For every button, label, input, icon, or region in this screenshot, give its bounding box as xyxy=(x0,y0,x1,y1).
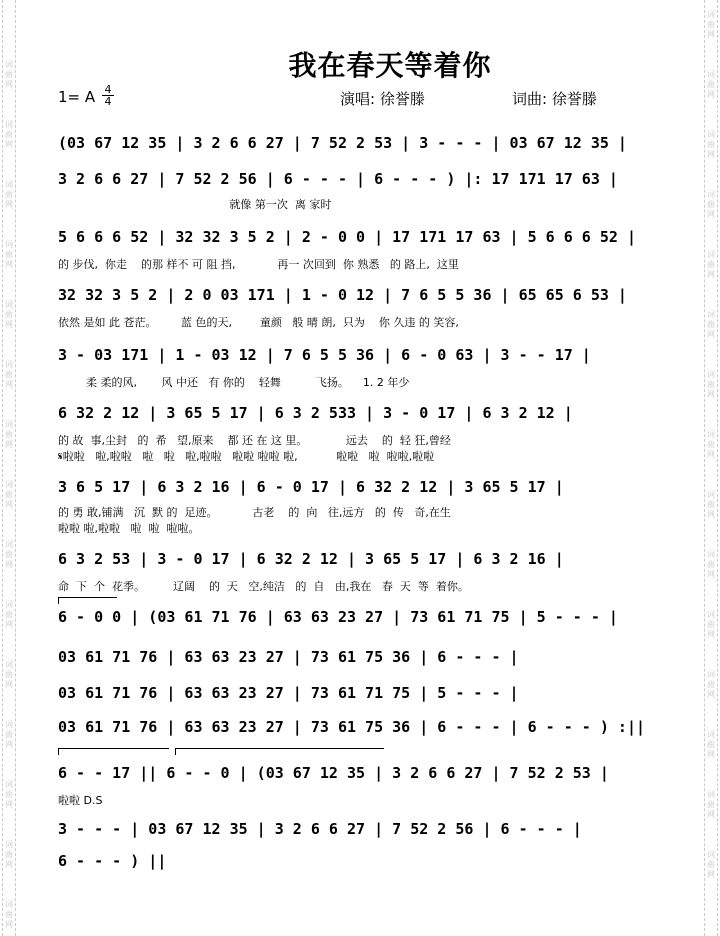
right-watermark-strip xyxy=(704,0,718,936)
watermark-text: 词曲网 xyxy=(707,730,715,759)
watermark-text: 词曲网 xyxy=(5,900,13,929)
lyric-line: 的 故 事,尘封 的 希 望,原来 都 还 在 这 里。 远去 的 轻 狂,曾经 xyxy=(58,434,451,447)
score-line: 3 - - - | 03 67 12 35 | 3 2 6 6 27 | 7 52 2 56 | 6 - - - | xyxy=(58,820,582,838)
watermark-text: 词曲网 xyxy=(707,670,715,699)
score-line: 6 3 2 53 | 3 - 0 17 | 6 32 2 12 | 3 65 5 17 | 6 3 2 16 | xyxy=(58,550,564,568)
score-line: 6 32 2 12 | 3 65 5 17 | 6 3 2 533 | 3 - 0 17 | 6 3 2 12 | xyxy=(58,404,573,422)
watermark-text: 词曲网 xyxy=(707,130,715,159)
score-line: 3 - 03 171 | 1 - 03 12 | 7 6 5 5 36 | 6 - 0 63 | 3 - - 17 | xyxy=(58,346,591,364)
left-watermark-strip xyxy=(2,0,16,936)
lyric-line: 依然 是如 此 苍茫。 蓝 色的天, 童颜 般 晴 朗, 只为 你 久违 的 笑容, xyxy=(58,316,459,329)
key-signature: 1= A xyxy=(58,88,96,106)
time-signature-bottom: 4 xyxy=(104,95,112,108)
watermark-text: 词曲网 xyxy=(5,780,13,809)
lyric-line: 的 步伐, 你走 的那 样不 可 阻 挡, 再一 次回到 你 熟悉 的 路上, 这里 xyxy=(58,258,459,271)
singer-credit: 演唱: 徐誉滕 xyxy=(340,90,425,108)
lyric-line: 柔 柔的风, 风 中还 有 你的 轻舞 飞扬。 1. 2 年少 xyxy=(58,376,410,389)
watermark-text: 词曲网 xyxy=(707,10,715,39)
watermark-text: 词曲网 xyxy=(707,190,715,219)
watermark-text: 词曲网 xyxy=(707,610,715,639)
watermark-text: 词曲网 xyxy=(707,430,715,459)
score-line: (03 67 12 35 | 3 2 6 6 27 | 7 52 2 53 | 3 - - - | 03 67 12 35 | xyxy=(58,134,627,152)
score-line: 3 2 6 6 27 | 7 52 2 56 | 6 - - - | 6 - - - ) |: 17 171 17 63 | xyxy=(58,170,618,188)
score-line: 6 - - - ) || xyxy=(58,852,167,870)
watermark-text: 词曲网 xyxy=(707,490,715,519)
volta-bracket-3 xyxy=(175,748,384,755)
writer-credit: 词曲: 徐誉滕 xyxy=(512,90,597,108)
score-line: 3 6 5 17 | 6 3 2 16 | 6 - 0 17 | 6 32 2 12 | 3 65 5 17 | xyxy=(58,478,564,496)
score-line: 32 32 3 5 2 | 2 0 03 171 | 1 - 0 12 | 7 6 5 5 36 | 65 65 6 53 | xyxy=(58,286,627,304)
watermark-text: 词曲网 xyxy=(5,360,13,389)
lyric-line: 啦啦 D.S xyxy=(58,794,103,807)
watermark-text: 词曲网 xyxy=(5,840,13,869)
watermark-text: 词曲网 xyxy=(707,850,715,879)
score-line: 5 6 6 6 52 | 32 32 3 5 2 | 2 - 0 0 | 17 171 17 63 | 5 6 6 6 52 | xyxy=(58,228,636,246)
volta-bracket-2 xyxy=(58,748,169,755)
watermark-text: 词曲网 xyxy=(5,120,13,149)
score-line: 03 61 71 76 | 63 63 23 27 | 73 61 75 36 | 6 - - - | 6 - - - ) :|| xyxy=(58,718,645,736)
watermark-text: 词曲网 xyxy=(707,250,715,279)
score-line: 03 61 71 76 | 63 63 23 27 | 73 61 71 75 | 5 - - - | xyxy=(58,684,519,702)
watermark-text: 词曲网 xyxy=(5,240,13,269)
watermark-text: 词曲网 xyxy=(5,720,13,749)
lyric-line: 命 下 个 花季。 辽阔 的 天 空,纯洁 的 自 由,我在 春 天 等 着你。 xyxy=(58,580,469,593)
watermark-text: 词曲网 xyxy=(5,600,13,629)
watermark-text: 词曲网 xyxy=(5,540,13,569)
volta-bracket-1 xyxy=(58,597,117,604)
time-signature-top: 4 xyxy=(102,84,114,96)
score-line: 6 - 0 0 | (03 61 71 76 | 63 63 23 27 | 73 61 71 75 | 5 - - - | xyxy=(58,608,618,626)
watermark-text: 词曲网 xyxy=(5,180,13,209)
score-line: 6 - - 17 || 6 - - 0 | (03 67 12 35 | 3 2 6 6 27 | 7 52 2 53 | xyxy=(58,764,609,782)
watermark-text: 词曲网 xyxy=(5,660,13,689)
watermark-text: 词曲网 xyxy=(707,370,715,399)
watermark-text: 词曲网 xyxy=(5,300,13,329)
watermark-text: 词曲网 xyxy=(5,480,13,509)
watermark-text: 词曲网 xyxy=(707,70,715,99)
score-line: 03 61 71 76 | 63 63 23 27 | 73 61 75 36 | 6 - - - | xyxy=(58,648,519,666)
watermark-text: 词曲网 xyxy=(707,550,715,579)
time-signature xyxy=(102,84,114,107)
watermark-text: 词曲网 xyxy=(707,790,715,819)
song-title: 我在春天等着你 xyxy=(288,49,492,82)
watermark-text: 词曲网 xyxy=(5,60,13,89)
watermark-text: 词曲网 xyxy=(707,310,715,339)
lyric-line: 就像 第一次 离 家时 xyxy=(58,198,332,211)
lyric-line: 𝄋啦啦 啦,啦啦 啦 啦 啦,啦啦 啦啦 啦啦 啦, 啦啦 啦 啦啦,啦啦 xyxy=(58,450,435,463)
lyric-line: 的 勇 敢,铺满 沉 默 的 足迹。 古老 的 向 往,远方 的 传 奇,在生 xyxy=(58,506,451,519)
watermark-text: 词曲网 xyxy=(5,420,13,449)
lyric-line: 啦啦 啦,啦啦 啦 啦 啦啦。 xyxy=(58,522,200,535)
